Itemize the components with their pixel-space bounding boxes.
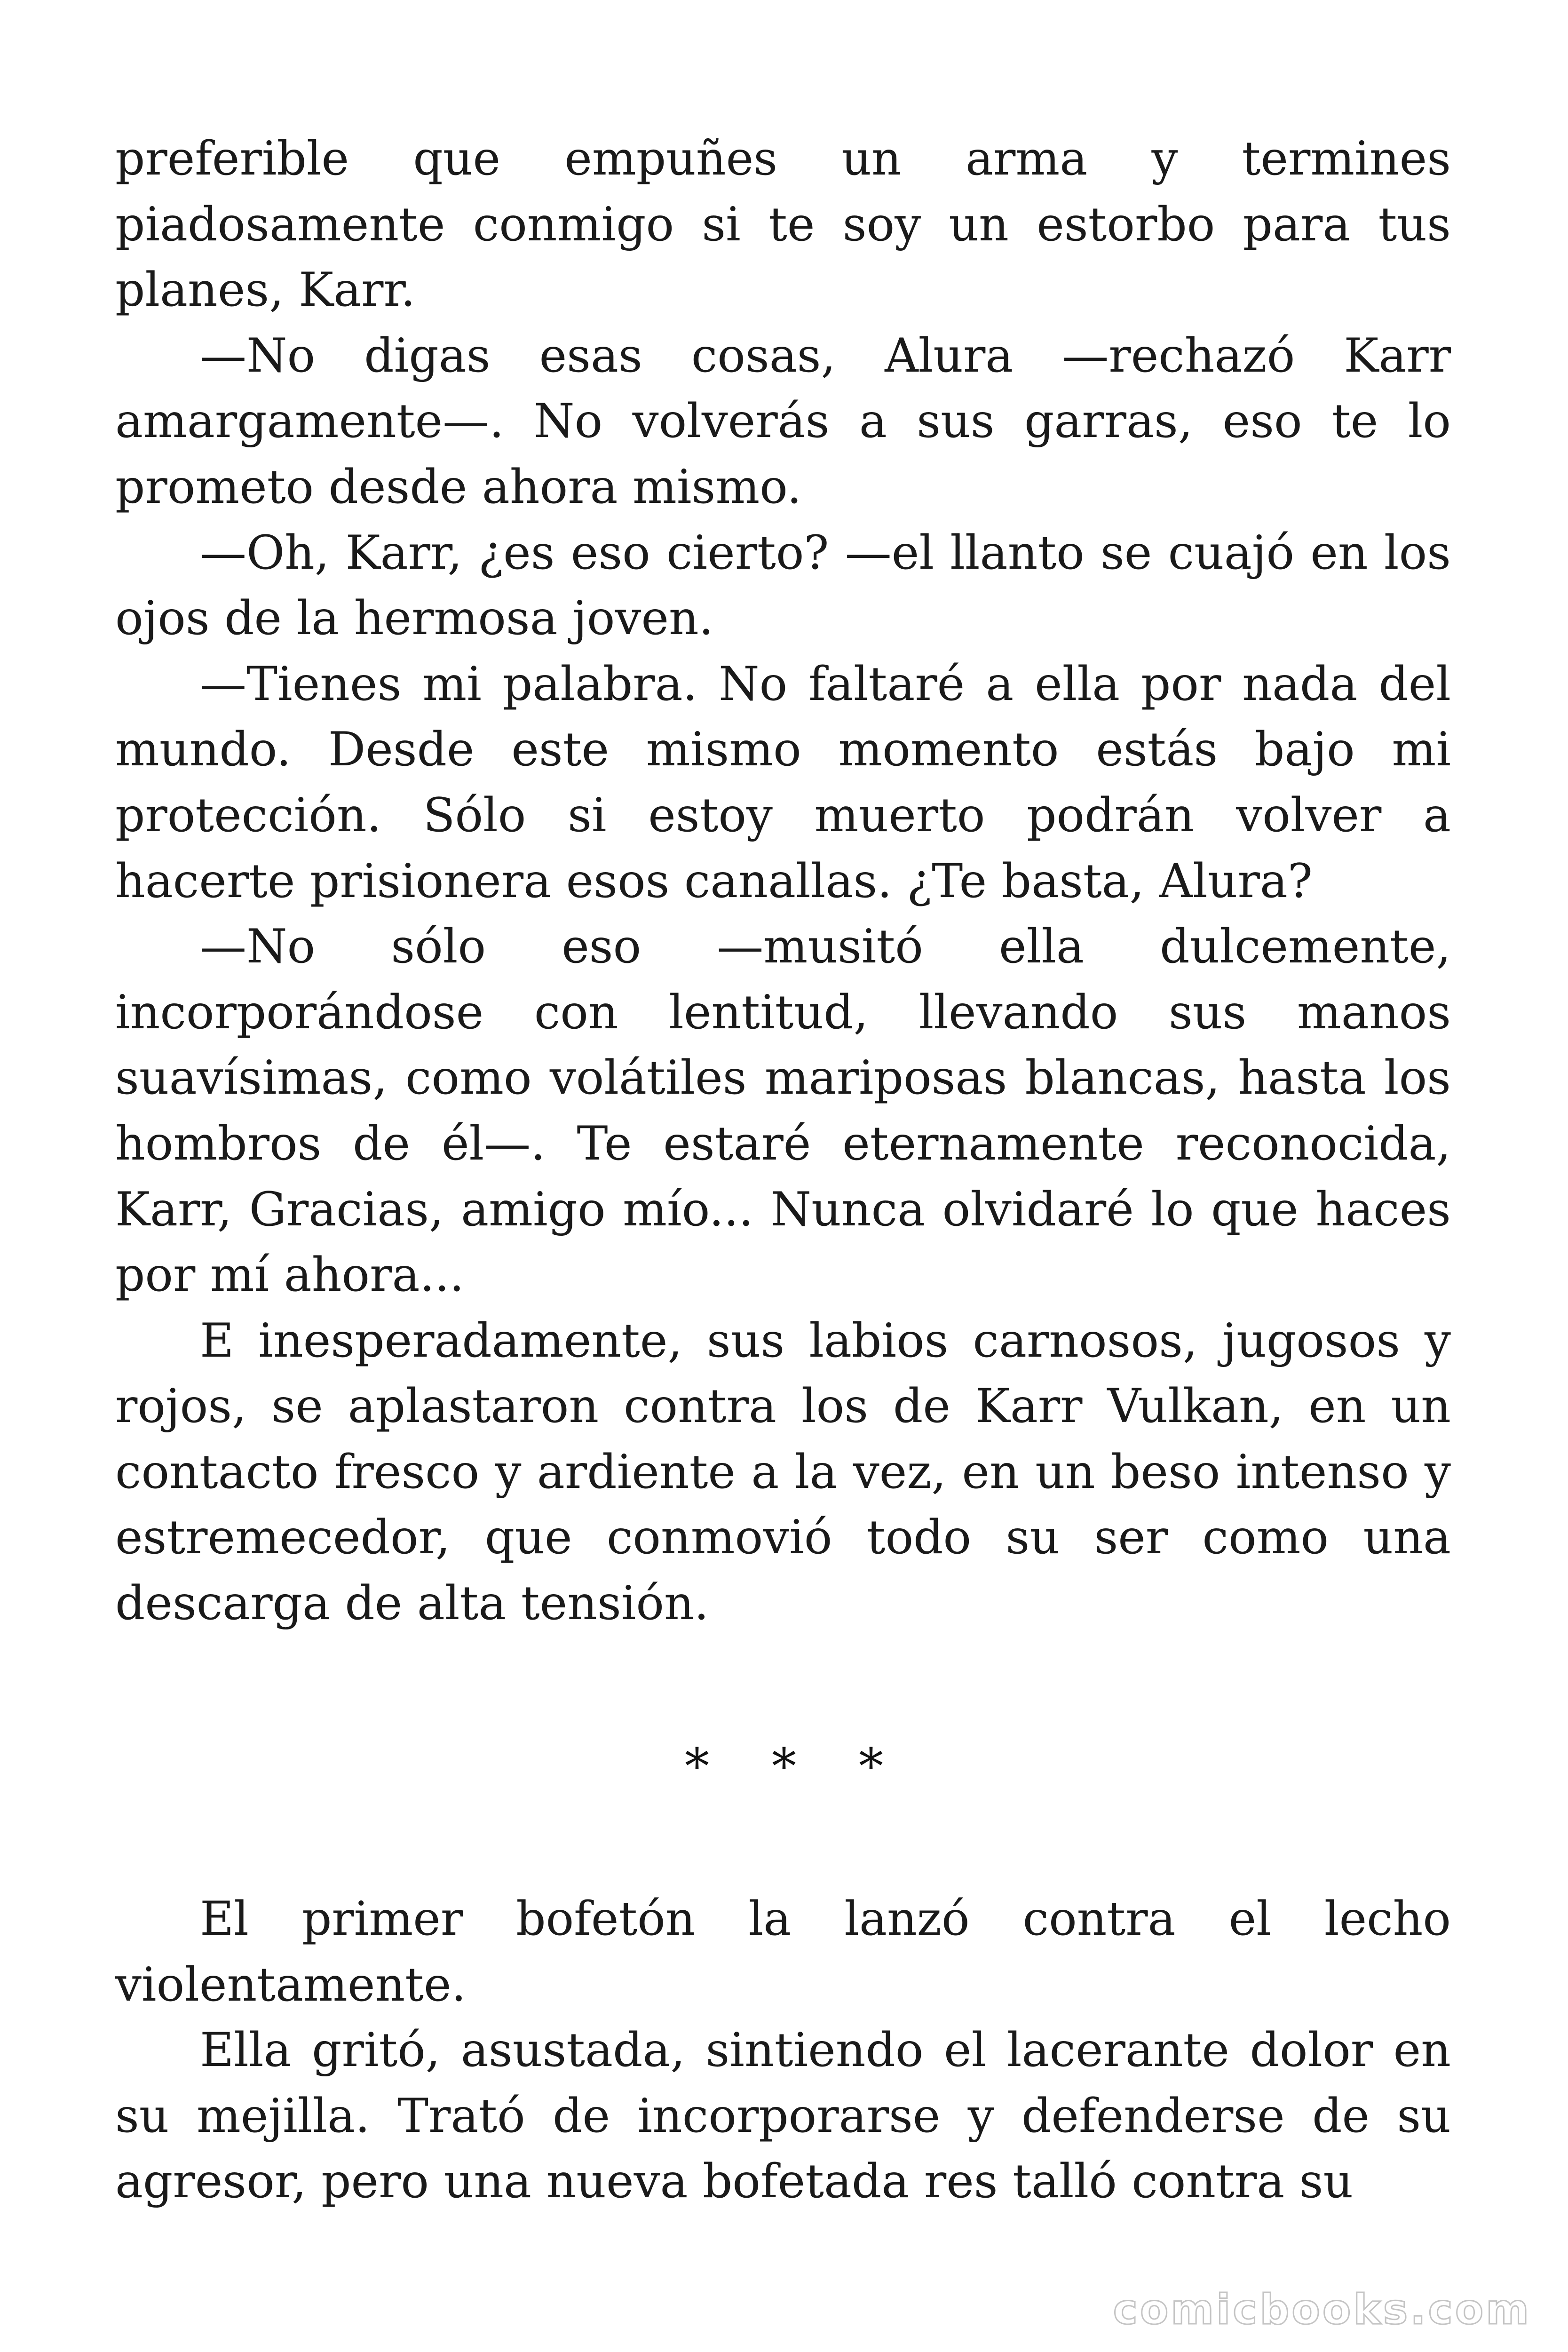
paragraph: —Oh, Karr, ¿es eso cierto? —el llanto se cuajó en los ojos de la hermosa joven. [115, 525, 1451, 646]
scene-separator: * * * [684, 1738, 907, 1795]
paragraph: —No digas esas cosas, Alura —rechazó Karr amargamente—. No volverás a sus garras, eso te lo prometo desde ahora mismo. [115, 328, 1451, 514]
paragraph: —No sólo eso —musitó ella dulcemente, incorporándose con lentitud, llevando sus manos suavísimas, como volátiles mariposas blancas, hasta los hombros de él—. Te estaré eternamente reconocida, Karr, Gracias, amigo mío... Nunca olvidaré lo que haces por mí ahora... [115, 920, 1451, 1303]
watermark: comicbooks.com [1113, 2285, 1531, 2334]
paragraph: E inesperadamente, sus labios carnosos, jugosos y rojos, se aplastaron contra los de Karr Vulkan, en un contacto fresco y ardiente a la vez, en un beso intenso y estremecedor, que conmovió todo su ser como una descarga de alta tensión. [115, 1313, 1451, 1631]
paragraph: —Tienes mi palabra. No faltaré a ella por nada del mundo. Desde este mismo momento estás bajo mi protección. Sólo si estoy muerto podrán volver a hacerte prisionera esos canallas. ¿Te basta, Alura? [115, 657, 1451, 908]
paragraph: preferible que empuñes un arma y termines piadosamente conmigo si te soy un estorbo para tus planes, Karr. [115, 132, 1451, 318]
top-text-block [115, 126, 1451, 1637]
paragraph: Ella gritó, asustada, sintiendo el lacerante dolor en su mejilla. Trató de incorporarse y defenderse de su agresor, pero una nueva bofetada res talló contra su [115, 2023, 1451, 2209]
paragraph: El primer bofetón la lanzó contra el lecho violentamente. [115, 1892, 1451, 2012]
bottom-text-block [115, 1886, 1451, 2215]
